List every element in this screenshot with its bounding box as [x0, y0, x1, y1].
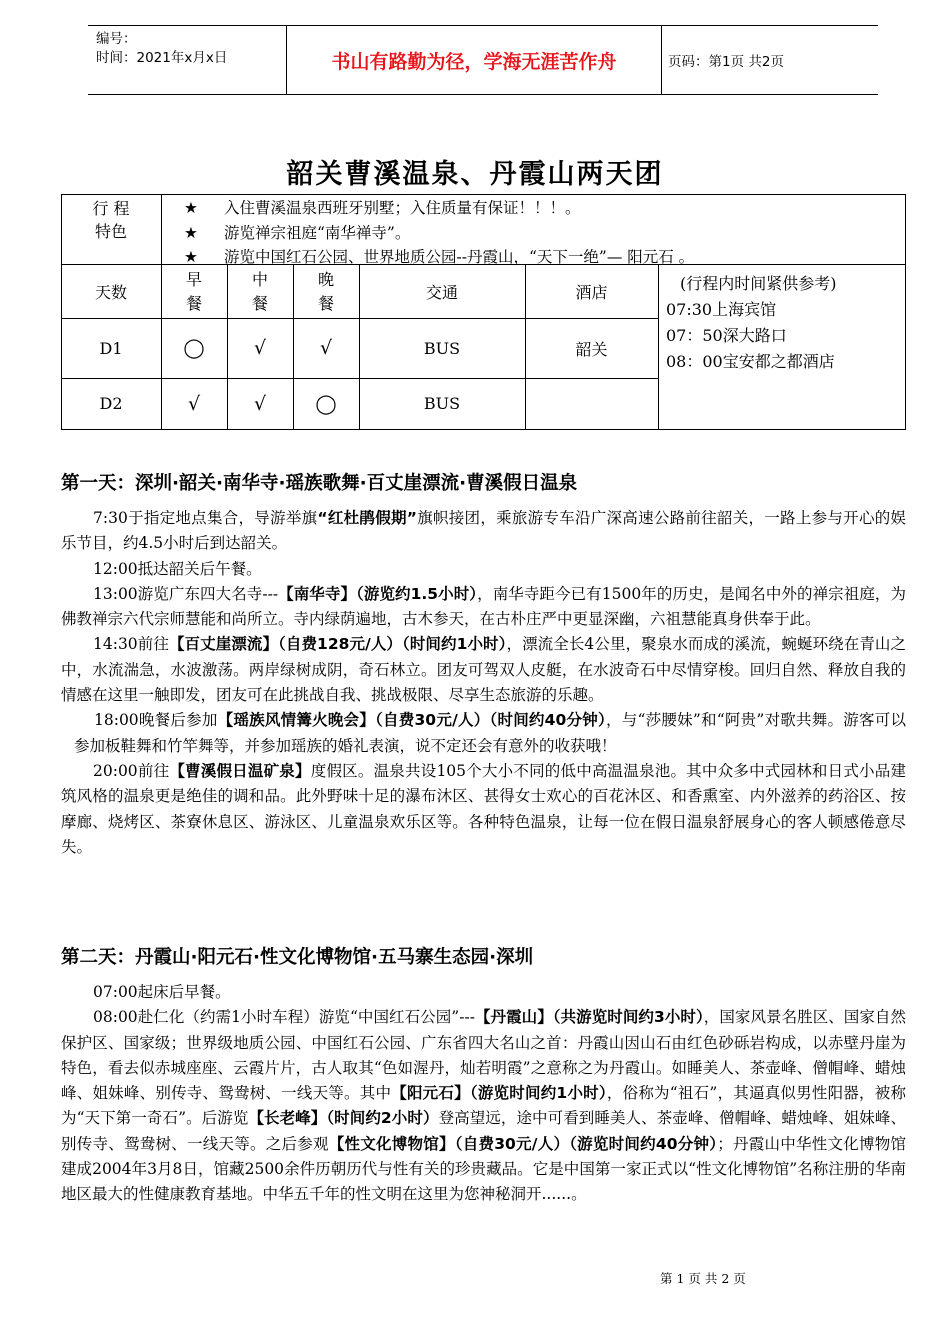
col-lunch: 中 餐 — [251, 270, 268, 313]
row-d2-transport: BUS — [423, 394, 461, 413]
row-d2-breakfast: √ — [187, 392, 201, 415]
itinerary-table — [61, 194, 906, 430]
col-transport: 交通 — [425, 282, 458, 302]
day1-body — [61, 506, 906, 860]
day2-body — [61, 980, 906, 1208]
day2-heading: 第二天：丹霞山·阳元石·性文化博物馆·五马寨生态园·深圳 — [61, 947, 534, 968]
col-hotel: 酒店 — [575, 282, 608, 302]
schedule-notes: (行程内时间紧供参考) 07:30上海宾馆 07：50深大路口 08：00宝安都之都酒店 — [666, 274, 837, 371]
row-d1-hotel: 韶关 — [575, 339, 608, 359]
features-list — [184, 196, 694, 270]
star-icon: ★ — [184, 248, 198, 266]
features-label: 行 程 特色 — [92, 199, 130, 241]
page-label: 页码：第1页 共2页 — [668, 54, 784, 70]
paragraph: 7:30于指定地点集合，导游举旗“红杜鹃假期”旗帜接团，乘旅游专车沿广深高速公路前往韶关，一路上参与开心的娱乐节目，约4.5小时后到达韶关。 — [61, 509, 906, 553]
row-d1-breakfast: ◯ — [183, 337, 205, 359]
col-days: 天数 — [94, 282, 127, 302]
page-title: 韶关曹溪温泉、丹霞山两天团 — [286, 159, 664, 190]
feature-item: ★ 游览禅宗祖庭“南华禅寺”。 — [184, 221, 694, 246]
day1-heading: 第一天：深圳·韶关·南华寺·瑶族歌舞·百丈崖漂流·曹溪假日温泉 — [61, 473, 578, 494]
col-dinner: 晚 餐 — [317, 270, 334, 313]
motto: 书山有路勤为径，学海无涯苦作舟 — [286, 26, 662, 94]
star-icon: ★ — [184, 223, 198, 242]
page-footer: 第 1 页 共 2 页 — [660, 1271, 746, 1286]
paragraph: 14:30前往【百丈崖漂流】（自费128元/人）（时间约1小时），漂流全长4公里，聚泉水而成的溪流，蜿蜒环绕在青山之中，水流湍急，水波激荡。两岸绿树成阴，奇石林立。团友可驾双人皮艇，在水波奇石中尽情穿梭。回归自然、释放自我的情感在这里一触即发，团友可在此挑战自我、挑战极限、尽享生态旅游的乐趣。 — [61, 635, 907, 705]
col-breakfast: 早 餐 — [185, 270, 202, 313]
paragraph: 07:00起床后早餐。 — [93, 983, 231, 1001]
paragraph: 12:00抵达韶关后午餐。 — [93, 559, 262, 578]
paragraph: 08:00赴仁化（约需1小时车程）游览“中国红石公园”---【丹霞山】（共游览时间约3小时），国家风景名胜区、国家自然保护区、国家级；世界级地质公园、中国红石公园、广东省四大名山之首：丹霞山因山石由红色砂砾岩构成，以赤壁丹崖为特色，看去似赤城座座、云霞片片，古人取其“色如渥丹，灿若明霞”之意称之为丹霞山。如睡美人、茶壶峰、僧帽峰、蜡烛峰、姐妹峰、别传寺、鸳鸯树、一线天等。其中【阳元石】（游览时间约1小时），俗称为“祖石”，其逼真似男性阳器，被称为“天下第一奇石”。后游览【长老峰】（时间约2小时）登高望远，途中可看到睡美人、茶壶峰、僧帽峰、蜡烛峰、姐妹峰、别传寺、鸳鸯树、一线天等。之后参观【性文化博物馆】（自费30元/人）（游览时间约40分钟）；丹霞山中华性文化博物馆建成2004年3月8日，馆藏2500余件历朝历代与性有关的珍贵藏品。它是中国第一家正式以“性文化博物馆”名称注册的华南地区最大的性健康教育基地。中华五千年的性文明在这里为您神秘洞开......。 — [61, 1008, 906, 1204]
time-label: 时间：2021年x月x日 — [96, 50, 228, 66]
row-d2-lunch: √ — [253, 392, 267, 415]
paragraph: 18:00晚餐后参加【瑶族风情篝火晚会】（自费30元/人）（时间约40分钟），与“莎腰妹”和“阿贵”对歌共舞。游客可以参加板鞋舞和竹竿舞等，并参加瑶族的婚礼表演，说不定还会有意外的收获哦！ — [74, 711, 906, 755]
row-d2-day: D2 — [99, 394, 123, 413]
page-header — [88, 25, 878, 95]
paragraph: 20:00前往【曹溪假日温矿泉】度假区。温泉共设105个大小不同的低中高温温泉池。其中众多中式园林和日式小品建筑风格的温泉更是绝佳的调和品。此外野味十足的瀑布沐区、甚得女士欢心的百花沐区、和香熏室、内外滋养的药浴区、按摩廊、烧烤区、茶寮休息区、游泳区、儿童温泉欢乐区等。各种特色温泉，让每一位在假日温泉舒展身心的客人顿感倦意尽失。 — [61, 761, 906, 856]
feature-item: ★ 入住曹溪温泉西班牙别墅；入住质量有保证！！！。 — [184, 196, 694, 221]
header-meta — [96, 30, 227, 68]
row-d1-day: D1 — [99, 338, 123, 358]
feature-item: ★ 游览中国红石公园、世界地质公园--丹霞山，“天下一绝”— 阳元石 。 — [184, 245, 694, 270]
row-d1-transport: BUS — [423, 338, 461, 358]
row-d2-dinner: ◯ — [315, 392, 337, 415]
row-d1-lunch: √ — [253, 337, 267, 359]
row-d2-hotel — [525, 378, 658, 429]
star-icon: ★ — [184, 199, 198, 217]
row-d1-dinner: √ — [319, 337, 333, 359]
paragraph: 13:00游览广东四大名寺---【南华寺】（游览约1.5小时），南华寺距今已有1500年的历史，是闻名中外的禅宗祖庭，为佛教禅宗六代宗师慧能和尚所立。寺内绿荫遍地，古木参天，在古朴庄严中更显深幽，六祖慧能真身供奉于此。 — [61, 584, 906, 629]
number-label: 编号： — [96, 31, 137, 47]
